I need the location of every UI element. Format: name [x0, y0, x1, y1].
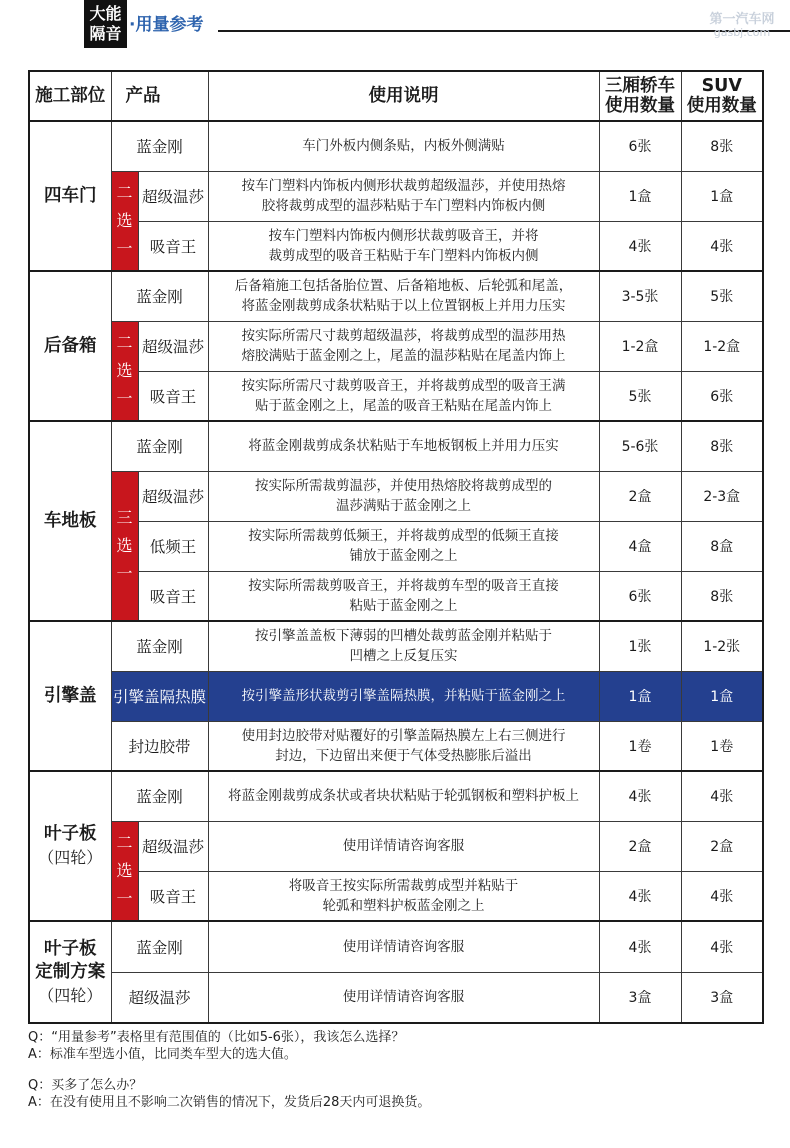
column-header-suv-qty: SUV 使用数量	[681, 71, 763, 121]
table-body	[29, 121, 763, 1023]
section-name: 叶子板 定制方案	[35, 938, 106, 982]
faq-item	[28, 1029, 430, 1063]
instructions-cell: 按实际所需尺寸裁剪吸音王，并将裁剪成型的吸音王满 贴于蓝金刚之上，尾盖的吸音王粘贴在尾盖内饰上	[208, 371, 599, 421]
table-header	[29, 71, 763, 121]
instructions-cell: 按实际所需裁剪吸音王，并将裁剪车型的吸音王直接 粘贴于蓝金刚之上	[208, 571, 599, 621]
choice-badge	[111, 321, 138, 421]
product-cell: 蓝金刚	[111, 621, 208, 671]
product-cell: 封边胶带	[111, 721, 208, 771]
watermark-line-2: gasbj.com	[713, 26, 771, 39]
suv-qty-cell: 8张	[681, 121, 763, 171]
instructions-cell: 车门外板内侧条贴，内板外侧满贴	[208, 121, 599, 171]
choice-badge-label: 二选一	[116, 832, 133, 908]
choice-badge-label: 二选一	[116, 182, 133, 258]
suv-qty-cell: 4张	[681, 221, 763, 271]
section-name: 四车门	[44, 185, 97, 206]
sedan-qty-cell: 1盒	[599, 171, 681, 221]
suv-qty-cell: 3盒	[681, 972, 763, 1023]
brand-badge-line-1: 大能	[89, 4, 122, 23]
product-cell: 超级温莎	[111, 972, 208, 1023]
product-cell: 蓝金刚	[111, 121, 208, 171]
product-cell: 引擎盖隔热膜	[111, 671, 208, 721]
instructions-cell: 使用封边胶带对贴覆好的引擎盖隔热膜左上右三侧进行 封边，下边留出来便于气体受热膨胀后溢出	[208, 721, 599, 771]
table-row	[29, 721, 763, 771]
table-row	[29, 371, 763, 421]
faq-answer: A：在没有使用且不影响二次销售的情况下，发货后28天内可退换货。	[28, 1095, 431, 1110]
choice-badge-label: 三选一	[116, 507, 133, 583]
suv-qty-cell: 8盒	[681, 521, 763, 571]
suv-qty-cell: 1盒	[681, 171, 763, 221]
product-cell: 吸音王	[138, 571, 208, 621]
instructions-cell: 将蓝金刚裁剪成条状粘贴于车地板钢板上并用力压实	[208, 421, 599, 471]
sedan-qty-cell: 4张	[599, 771, 681, 821]
table-row	[29, 471, 763, 521]
choice-badge	[111, 821, 138, 921]
section-name: 车地板	[44, 510, 97, 531]
section-name: 引擎盖	[44, 685, 97, 706]
section-label-cell	[29, 121, 111, 271]
faq-answer: A：标准车型选小值，比同类车型大的选大值。	[28, 1047, 297, 1062]
section-label-cell	[29, 921, 111, 1023]
suv-qty-cell: 8张	[681, 421, 763, 471]
brand-badge-line-2: 隔音	[89, 24, 122, 43]
table-row	[29, 121, 763, 171]
instructions-cell: 按实际所需裁剪温莎，并使用热熔胶将裁剪成型的 温莎满贴于蓝金刚之上	[208, 471, 599, 521]
section-name: 后备箱	[44, 335, 97, 356]
highlighted-table-row	[29, 671, 763, 721]
table-row	[29, 321, 763, 371]
suv-qty-cell: 4张	[681, 871, 763, 921]
product-cell: 吸音王	[138, 221, 208, 271]
sedan-qty-cell: 6张	[599, 571, 681, 621]
instructions-cell: 使用详情请咨询客服	[208, 972, 599, 1023]
instructions-cell: 后备箱施工包括备胎位置、后备箱地板、后轮弧和尾盖， 将蓝金刚裁剪成条状粘贴于以上位置钢板上并用力压实	[208, 271, 599, 321]
product-cell: 超级温莎	[138, 471, 208, 521]
suv-qty-cell: 2盒	[681, 821, 763, 871]
choice-badge-label: 二选一	[116, 332, 133, 408]
instructions-cell: 将吸音王按实际所需裁剪成型并粘贴于 轮弧和塑料护板蓝金刚之上	[208, 871, 599, 921]
suv-qty-cell: 1盒	[681, 671, 763, 721]
suv-qty-cell: 2-3盒	[681, 471, 763, 521]
suv-qty-cell: 5张	[681, 271, 763, 321]
table-row	[29, 821, 763, 871]
product-cell: 蓝金刚	[111, 921, 208, 972]
choice-badge	[111, 171, 138, 271]
instructions-cell: 使用详情请咨询客服	[208, 921, 599, 972]
table-row	[29, 571, 763, 621]
faq-item	[28, 1077, 430, 1111]
faq-question: Q：买多了怎么办？	[28, 1078, 143, 1093]
instructions-cell: 将蓝金刚裁剪成条状或者块状粘贴于轮弧钢板和塑料护板上	[208, 771, 599, 821]
instructions-cell: 按实际所需裁剪低频王，并将裁剪成型的低频王直接 铺放于蓝金刚之上	[208, 521, 599, 571]
sedan-qty-cell: 4张	[599, 221, 681, 271]
faq-question: Q：“用量参考”表格里有范围值的（比如5-6张），我该怎么选择？	[28, 1030, 405, 1045]
section-label-cell	[29, 771, 111, 921]
sedan-qty-cell: 3盒	[599, 972, 681, 1023]
sedan-qty-cell: 1盒	[599, 671, 681, 721]
instructions-cell: 按车门塑料内饰板内侧形状裁剪吸音王，并将 裁剪成型的吸音王粘贴于车门塑料内饰板内侧	[208, 221, 599, 271]
suv-qty-cell: 1-2张	[681, 621, 763, 671]
table-row	[29, 621, 763, 671]
sedan-qty-cell: 4盒	[599, 521, 681, 571]
page-title: ·用量参考	[129, 15, 204, 35]
table-row	[29, 421, 763, 471]
section-label-cell	[29, 421, 111, 621]
column-header-product: 产品	[111, 71, 208, 121]
table-row	[29, 521, 763, 571]
product-cell: 吸音王	[138, 871, 208, 921]
table-row	[29, 171, 763, 221]
brand-badge	[84, 0, 127, 48]
instructions-cell: 按实际所需尺寸裁剪超级温莎，将裁剪成型的温莎用热 熔胶满贴于蓝金刚之上，尾盖的温莎粘贴在尾盖内饰上	[208, 321, 599, 371]
sedan-qty-cell: 3-5张	[599, 271, 681, 321]
product-cell: 超级温莎	[138, 171, 208, 221]
watermark-line-1: 第一汽车网	[709, 12, 775, 27]
sedan-qty-cell: 4张	[599, 871, 681, 921]
column-header-sedan-qty: 三厢轿车 使用数量	[599, 71, 681, 121]
table-row	[29, 871, 763, 921]
sedan-qty-cell: 1张	[599, 621, 681, 671]
table-row	[29, 221, 763, 271]
suv-qty-cell: 6张	[681, 371, 763, 421]
instructions-cell: 按引擎盖形状裁剪引擎盖隔热膜，并粘贴于蓝金刚之上	[208, 671, 599, 721]
sedan-qty-cell: 1-2盒	[599, 321, 681, 371]
section-subname: （四轮）	[38, 985, 103, 1005]
product-cell: 超级温莎	[138, 821, 208, 871]
section-label-cell	[29, 621, 111, 771]
product-cell: 超级温莎	[138, 321, 208, 371]
instructions-cell: 按引擎盖盖板下薄弱的凹槽处裁剪蓝金刚并粘贴于 凹槽之上反复压实	[208, 621, 599, 671]
section-label-cell	[29, 271, 111, 421]
sedan-qty-cell: 5-6张	[599, 421, 681, 471]
faq	[28, 1029, 430, 1125]
product-cell: 蓝金刚	[111, 271, 208, 321]
instructions-cell: 使用详情请咨询客服	[208, 821, 599, 871]
section-name: 叶子板	[44, 824, 97, 844]
sedan-qty-cell: 6张	[599, 121, 681, 171]
sedan-qty-cell: 1卷	[599, 721, 681, 771]
sedan-qty-cell: 4张	[599, 921, 681, 972]
table-row	[29, 921, 763, 972]
product-cell: 蓝金刚	[111, 421, 208, 471]
sedan-qty-cell: 5张	[599, 371, 681, 421]
usage-table	[28, 70, 764, 1024]
product-cell: 蓝金刚	[111, 771, 208, 821]
product-cell: 吸音王	[138, 371, 208, 421]
sedan-qty-cell: 2盒	[599, 471, 681, 521]
table-row	[29, 771, 763, 821]
sedan-qty-cell: 2盒	[599, 821, 681, 871]
watermark	[700, 12, 784, 39]
suv-qty-cell: 4张	[681, 921, 763, 972]
instructions-cell: 按车门塑料内饰板内侧形状裁剪超级温莎，并使用热熔 胶将裁剪成型的温莎粘贴于车门塑料内饰板内侧	[208, 171, 599, 221]
column-header-location: 施工部位	[29, 71, 111, 121]
section-subname: （四轮）	[38, 848, 103, 867]
product-cell: 低频王	[138, 521, 208, 571]
choice-badge	[111, 471, 138, 621]
suv-qty-cell: 4张	[681, 771, 763, 821]
header-row	[29, 71, 763, 121]
suv-qty-cell: 8张	[681, 571, 763, 621]
suv-qty-cell: 1卷	[681, 721, 763, 771]
column-header-instructions: 使用说明	[208, 71, 599, 121]
table-row	[29, 271, 763, 321]
table-row	[29, 972, 763, 1023]
suv-qty-cell: 1-2盒	[681, 321, 763, 371]
